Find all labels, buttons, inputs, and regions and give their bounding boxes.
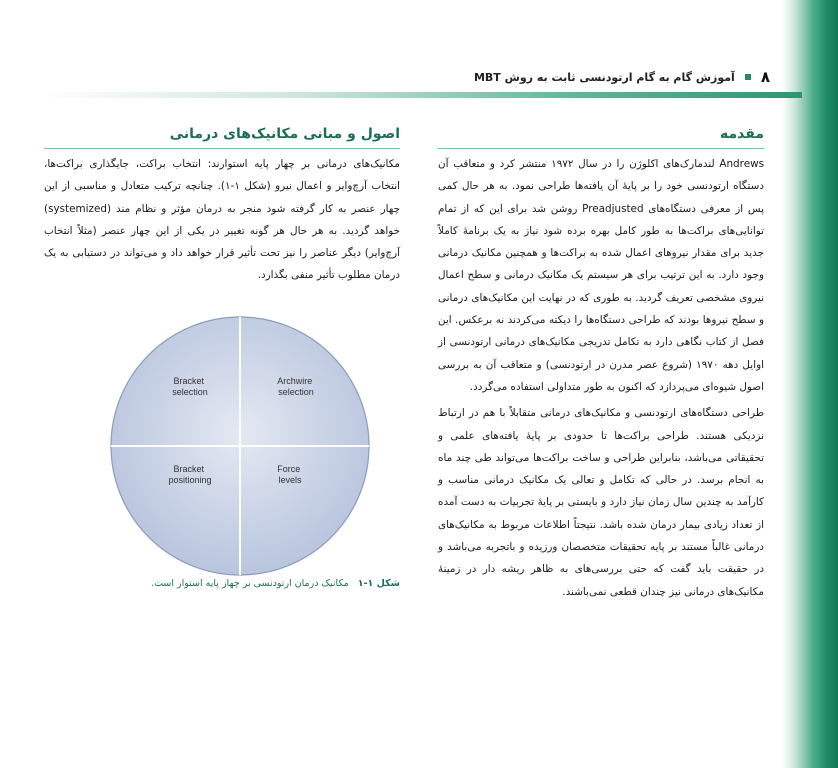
four-pillars-diagram (108, 314, 372, 578)
intro-paragraph-2: طراحی دستگاه‌های ارتودنسی و مکانیک‌های درمانی متقابلاً با هم در ارتباط نزدیکی هستند. طراحی براکت‌ها تا حدودی بر پایهٔ یافته‌های علمی و تحقیقاتی می‌باشد، بنابراین طراحی و ساخت براکت‌ها می‌تواند طی چند ماه به انجام برسد. در حالی که تکامل و تعالی یک مکانیک درمانی مناسب و کارآمد به چندین سال زمان نیاز دارد و بایستی بر پایهٔ تجربیات به دست آمده از تعداد زیادی بیمار درمان شده باشد. نتیجتاً اطلاعات مربوط به مکانیک‌های درمانی غالباً مستند بر پایه تحقیقات متخصصان ورزیده و باتجربه می‌باشد و در حقیقت باید گفت که حتی بررسی‌های به ظاهر ریشه دار در زمینهٔ مکانیک‌های درمانی نیز چندان قطعی نمی‌باشند. (438, 407, 764, 598)
intro-paragraph-1: Andrews لندمارک‌های اکلوژن را در سال ۱۹۷۲ منتشر کرد و متعاقب آن دستگاه ارتودنسی خود را بر پایهٔ آن یافته‌ها طراحی نمود. به هر حال کمی پس از معرفی دستگاه‌های Preadjusted روشن شد برای این که از تمام توانایی‌های براکت‌ها به طور کامل بهره برده شود نیاز به یک برنامهٔ کاملاً جدید برای مقدار نیروهای اعمال شده به براکت‌ها و همچنین مکانیک درمانی وجود دارد. به این ترتیب برای هر سیستم یک مکانیک درمانی و سطح اعمال نیروی مشخصی تعریف گردید. به طوری که در نهایت این مکانیک‌های درمانی و سطح نیروها بودند که طراحی دستگاه‌ها را دیکته می‌کردند نه برعکس. این فصل از کتاب نگاهی دارد به تکامل تدریجی مکانیک‌های درمانی ارتودنسی از اوایل دهه ۱۹۷۰ (شروع عصر مدرن در ارتودنسی) و متعاقب آن به بررسی اصول شیوه‌ای می‌پردازد که اکنون به طور متداولی استفاده می‌گردد. (438, 158, 765, 393)
intro-title: مقدمه (438, 124, 764, 149)
page-header (470, 66, 770, 88)
principles-title: اصول و مبانی مکانیک‌های درمانی (44, 124, 400, 149)
quadrant-top-left-label: Bracket selection (172, 376, 208, 397)
running-title: آموزش گام به گام ارتودنسی ثابت به روش MBT (473, 70, 735, 84)
decorative-side-band (782, 0, 838, 768)
figure-caption-label: شکل ۱-۱ (357, 578, 400, 589)
quadrant-bottom-right-label: Force levels (277, 464, 302, 485)
quadrant-top-right-label: Archwire selection (277, 376, 314, 397)
intro-section (438, 124, 764, 603)
principles-section (44, 124, 400, 287)
header-rule (42, 92, 802, 98)
figure-caption-text: مکانیک درمان ارتودنسی بر چهار پایه استوار است. (151, 578, 349, 589)
quadrant-bottom-left-label: Bracket positioning (168, 464, 212, 485)
header-bullet-icon (745, 74, 751, 80)
principles-paragraph: مکانیک‌های درمانی بر چهار پایه استوارند: انتخاب براکت، جایگذاری براکت‌ها، انتخاب آرچ‌وایر و اعمال نیرو (شکل ۱-۱). چنانچه ترکیب متعادل و مناسبی از این چهار عنصر به کار گرفته شود منجر به درمان مؤثر و نظام مند (systemized) خواهد گردید. به هر حال هر گونه تغییر در یکی از این چهار عنصر (مثلاً انتخاب آرچ‌وایر) دیگر عناصر را نیز تحت تأثیر قرار خواهد داد و می‌تواند در دستیابی به یک درمان مطلوب تأثیر منفی بگذارد. (44, 158, 400, 282)
figure-caption (150, 578, 400, 589)
page-number: ٨ (760, 68, 770, 86)
